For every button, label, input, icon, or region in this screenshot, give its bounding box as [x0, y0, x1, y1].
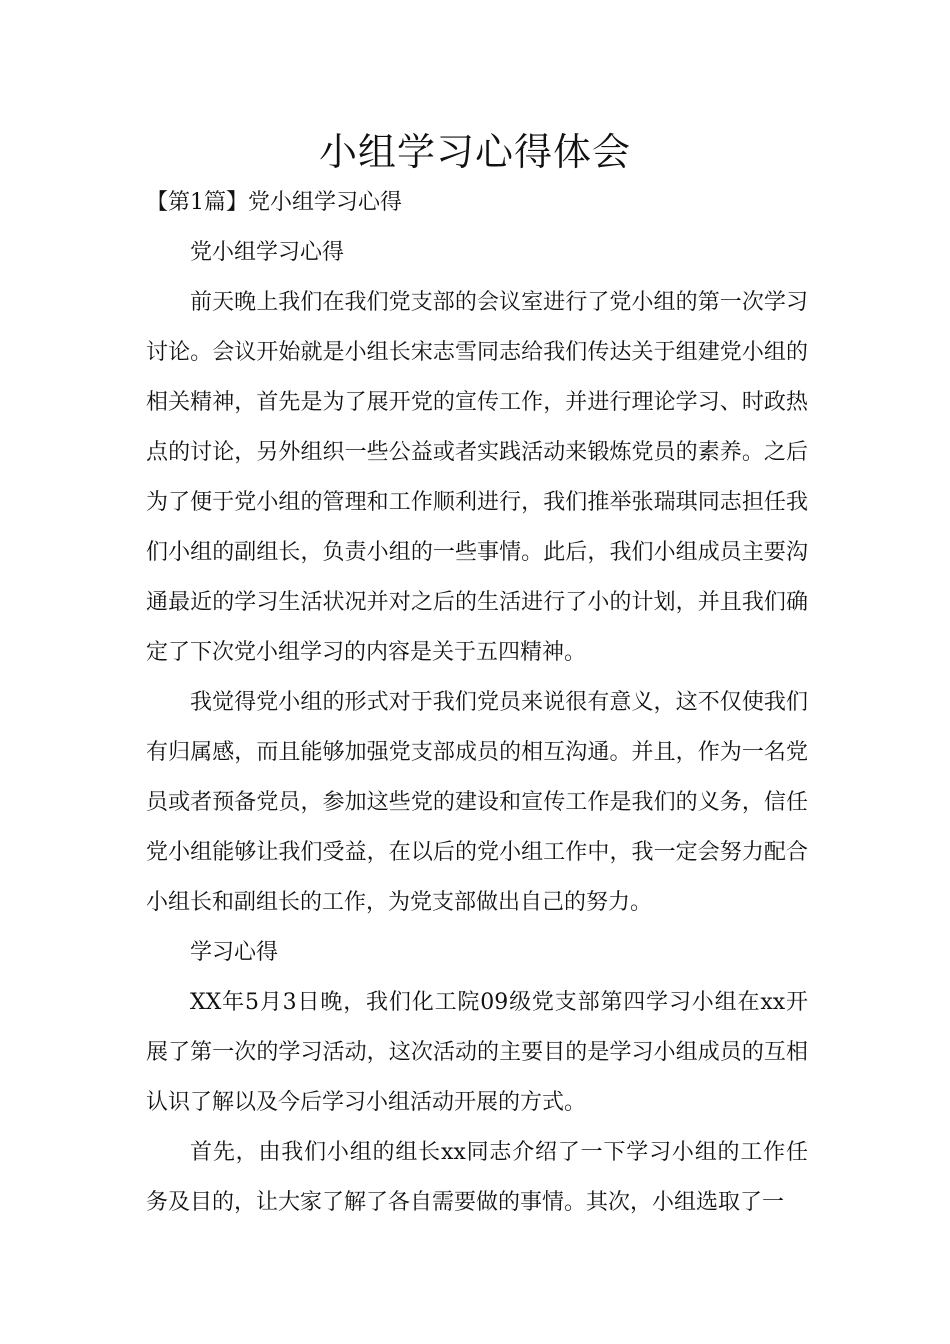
section-heading: 学习心得: [190, 940, 279, 965]
document-body: [146, 178, 808, 1228]
document-title: 小组学习心得体会: [318, 130, 631, 174]
paragraph: 我觉得党小组的形式对于我们党员来说很有意义，这不仅使我们有归属感，而且能够加强党支部成员的相互沟通。并且，作为一名党员或者预备党员，参加这些党的建设和宣传工作是我们的义务，信任党小组能够让我们受益，在以后的党小组工作中，我一定会努力配合小组长和副组长的工作，为党支部做出自己的努力。: [146, 690, 808, 915]
section-heading: 党小组学习心得: [190, 240, 345, 265]
chapter-heading: 【第1篇】党小组学习心得: [146, 190, 402, 215]
paragraph: XX年5月3日晚，我们化工院09级党支部第四学习小组在xx开展了第一次的学习活动，这次活动的主要目的是学习小组成员的互相认识了解以及今后学习小组活动开展的方式。: [146, 990, 808, 1115]
paragraph: 首先，由我们小组的组长xx同志介绍了一下学习小组的工作任务及目的，让大家了解了各自需要做的事情。其次，小组选取了一: [146, 1140, 808, 1215]
paragraph: 前天晚上我们在我们党支部的会议室进行了党小组的第一次学习讨论。会议开始就是小组长宋志雪同志给我们传达关于组建党小组的相关精神，首先是为了展开党的宣传工作，并进行理论学习、时政热点的讨论，另外组织一些公益或者实践活动来锻炼党员的素养。之后为了便于党小组的管理和工作顺利进行，我们推举张瑞琪同志担任我们小组的副组长，负责小组的一些事情。此后，我们小组成员主要沟通最近的学习生活状况并对之后的生活进行了小的计划，并且我们确定了下次党小组学习的内容是关于五四精神。: [146, 290, 808, 665]
